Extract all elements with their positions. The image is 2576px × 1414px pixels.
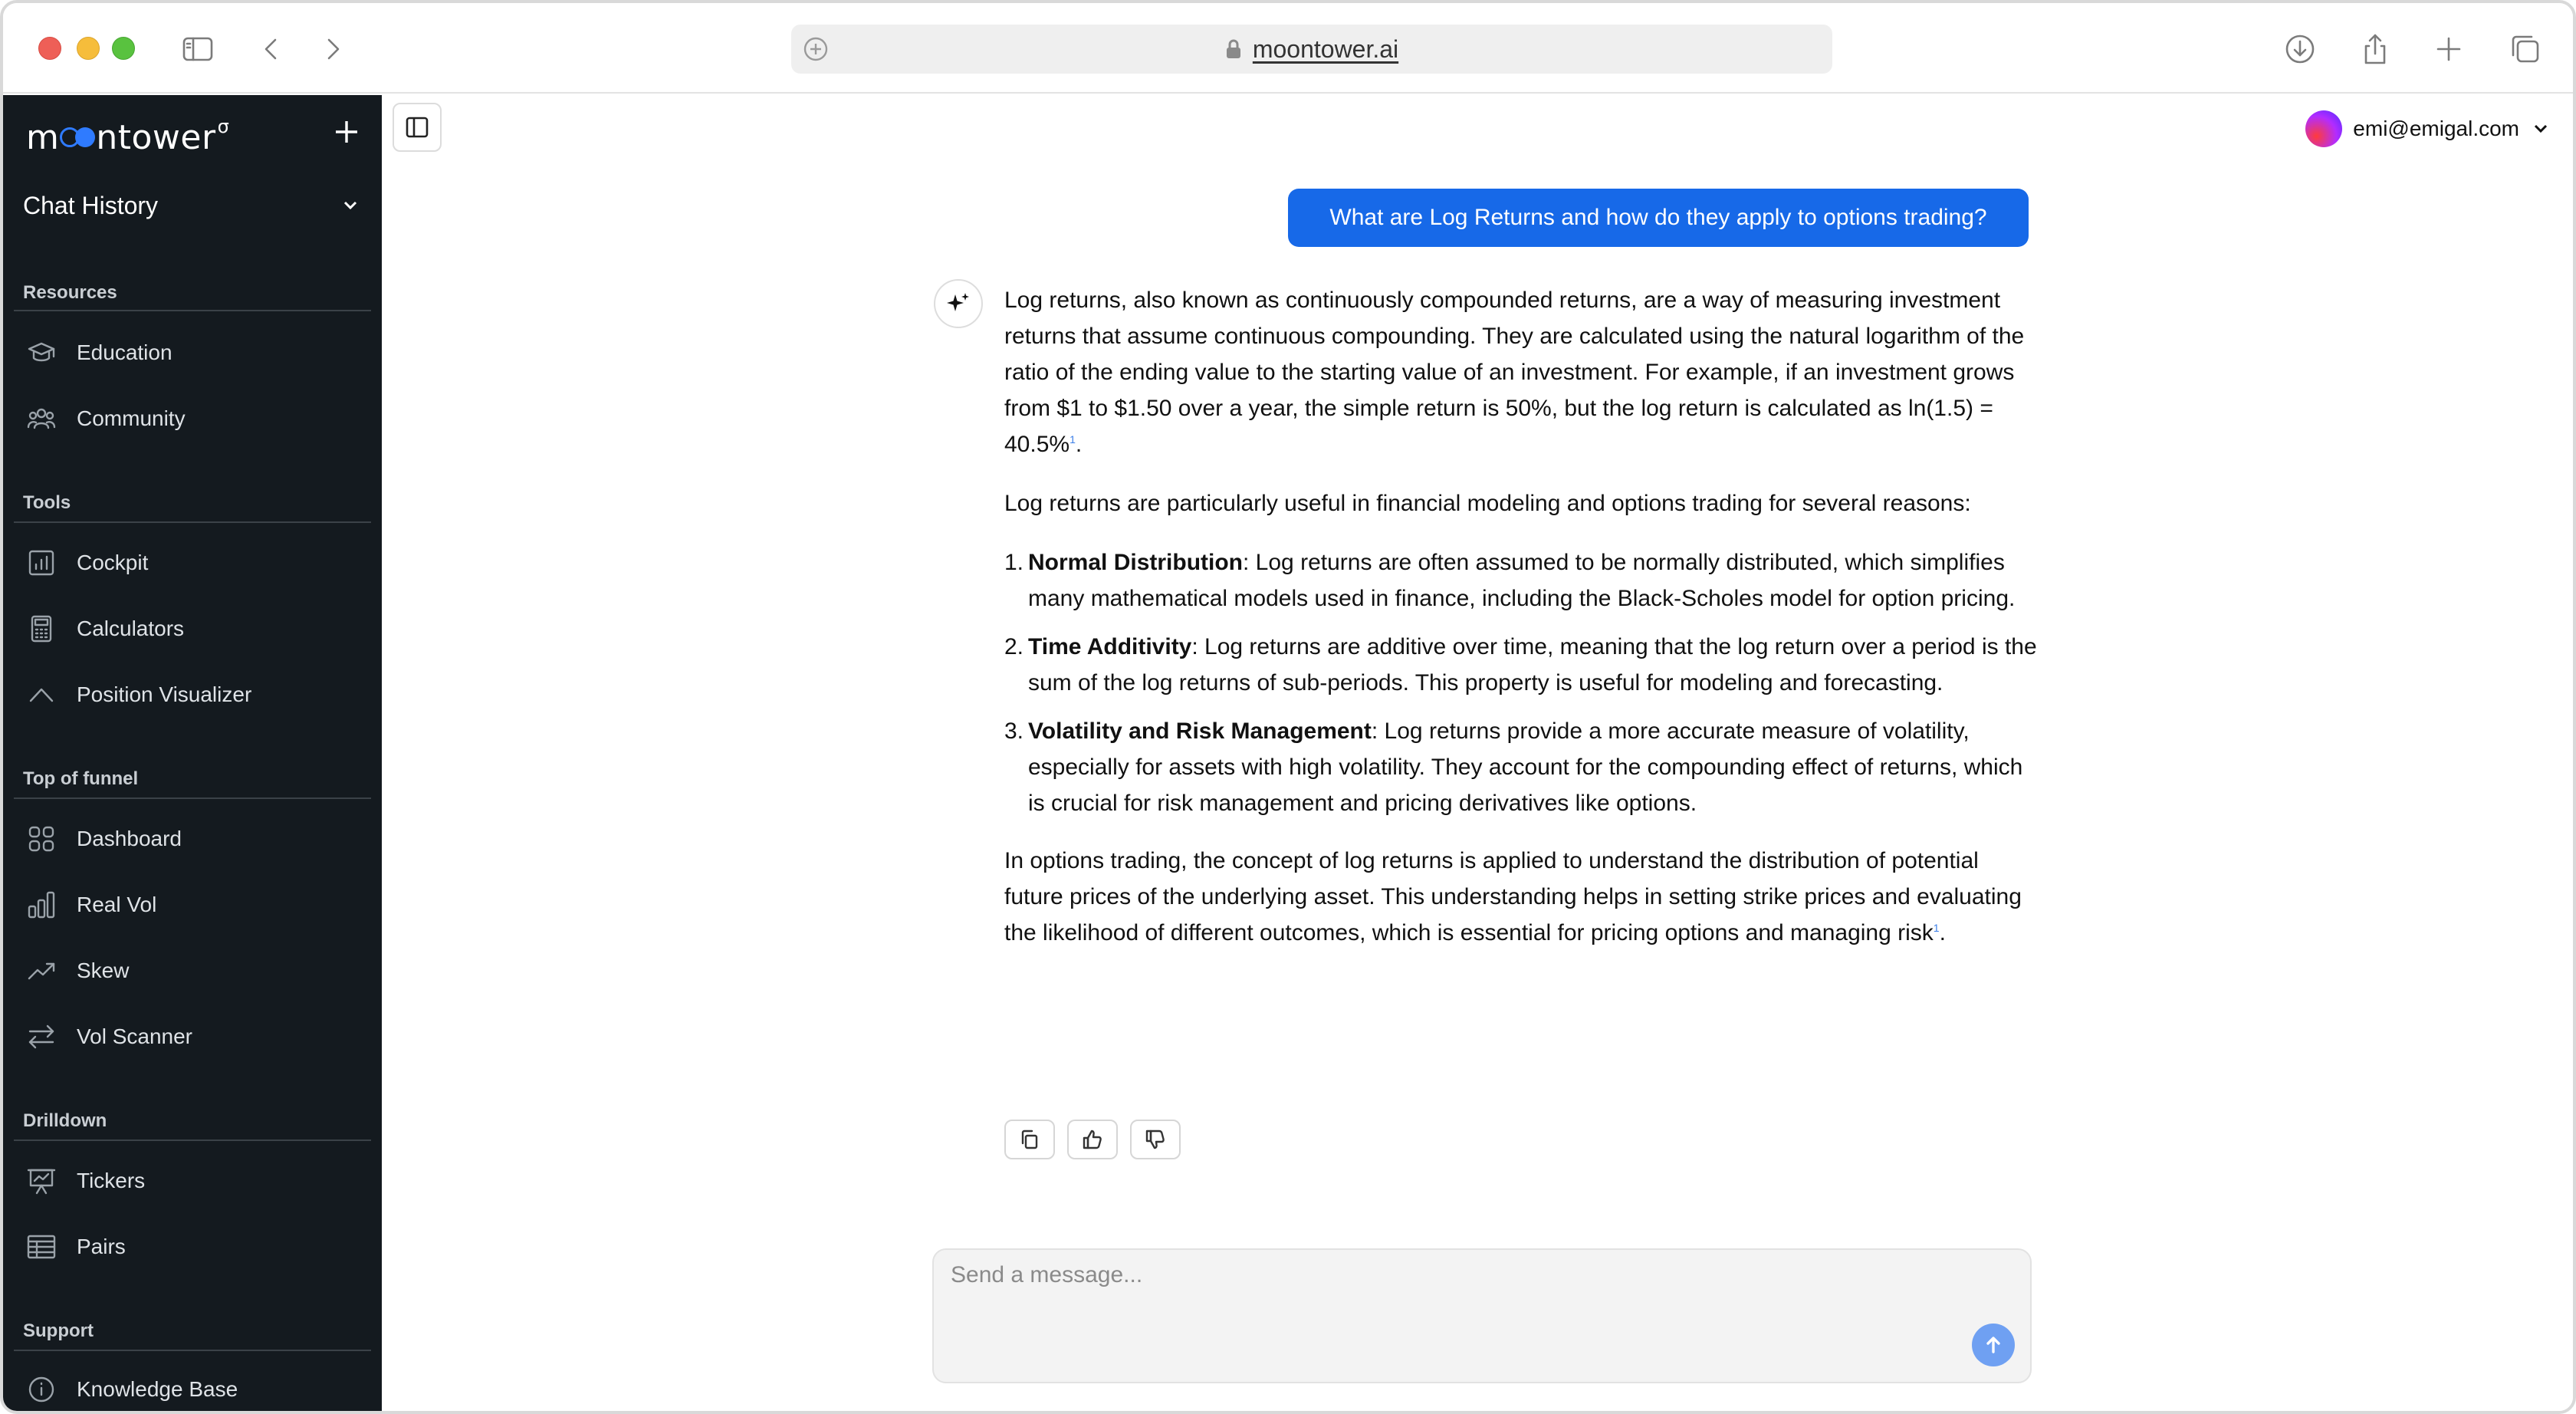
thumbs-up-icon xyxy=(1081,1128,1104,1151)
copy-icon xyxy=(1018,1128,1041,1151)
sidebar-item-cockpit[interactable] xyxy=(14,534,371,592)
thumbs-up-button[interactable] xyxy=(1067,1120,1118,1159)
new-chat-button[interactable] xyxy=(328,113,365,150)
user-message: What are Log Returns and how do they apply to options trading? xyxy=(1288,189,2029,247)
message-actions xyxy=(1004,1120,1181,1159)
divider xyxy=(14,521,371,523)
list-item xyxy=(1004,713,2039,821)
list-number: 1. xyxy=(1004,550,1024,575)
sidebar-item-skew[interactable] xyxy=(14,942,371,1000)
answer-text: In options trading, the concept of log returns is applied to understand the distribution of potential future prices of the underlying asset. This understanding helps in setting strike prices and evaluating the likelihood of different outcomes, which is essential for pricing options and managing risk xyxy=(1004,848,2022,945)
list-item-title: Time Additivity xyxy=(1028,634,1192,659)
zoom-window-button[interactable] xyxy=(112,37,135,60)
info-circle-icon xyxy=(25,1373,58,1406)
divider xyxy=(14,1350,371,1351)
list-item-text: : Log returns provide a more accurate measure of volatility, especially for assets with high volatility. They account for the compounding effect of returns, which is crucial for risk management and pricing derivatives like options. xyxy=(1028,719,2023,816)
citation-link[interactable]: 1 xyxy=(1070,433,1076,446)
people-icon xyxy=(25,402,58,436)
url-text: moontower.ai xyxy=(1252,35,1399,63)
copy-button[interactable] xyxy=(1004,1120,1055,1159)
send-button[interactable] xyxy=(1972,1324,2015,1366)
presentation-board-icon xyxy=(25,1164,58,1198)
list-item-title: Volatility and Risk Management xyxy=(1028,719,1372,744)
sidebar-toggle-icon[interactable] xyxy=(179,31,216,67)
close-window-button[interactable] xyxy=(38,37,61,60)
lock-icon xyxy=(1225,38,1242,60)
minimize-window-button[interactable] xyxy=(77,37,100,60)
sidebar-item-label: Position Visualizer xyxy=(77,682,252,706)
address-bar[interactable] xyxy=(791,25,1832,74)
list-item-title: Normal Distribution xyxy=(1028,550,1244,575)
chat-main xyxy=(382,95,2573,1411)
section-title-top-of-funnel: Top of funnel xyxy=(23,768,139,789)
sidebar xyxy=(3,95,382,1414)
sidebar-item-label: Community xyxy=(77,406,186,430)
share-icon[interactable] xyxy=(2357,31,2394,67)
sidebar-item-label: Vol Scanner xyxy=(77,1024,192,1048)
divider xyxy=(14,1139,371,1141)
list-item-text: : Log returns are often assumed to be normally distributed, which simplifies many mathematical models used in finance, including the Black-Scholes model for option pricing. xyxy=(1028,550,2016,611)
chevron-up-icon xyxy=(25,678,58,712)
graduation-cap-icon xyxy=(25,336,58,370)
chat-history-label: Chat History xyxy=(23,191,159,219)
punctuation: . xyxy=(1939,920,1946,945)
punctuation: . xyxy=(1075,432,1083,457)
sidebar-item-label: Real Vol xyxy=(77,893,157,916)
toggle-sidebar-button[interactable] xyxy=(393,103,442,152)
sidebar-item-position-visualizer[interactable] xyxy=(14,666,371,724)
sidebar-item-label: Skew xyxy=(77,959,130,982)
sidebar-item-label: Education xyxy=(77,340,172,364)
list-number: 2. xyxy=(1004,634,1024,659)
section-title-tools: Tools xyxy=(23,492,71,513)
bar-chart-box-icon xyxy=(25,546,58,580)
sidebar-item-pairs[interactable] xyxy=(14,1218,371,1276)
message-input[interactable] xyxy=(951,1262,1947,1308)
answer-paragraph xyxy=(1004,282,2039,462)
sidebar-item-calculators[interactable] xyxy=(14,600,371,658)
sidebar-item-label: Knowledge Base xyxy=(77,1377,238,1401)
divider xyxy=(14,797,371,799)
sidebar-item-real-vol[interactable] xyxy=(14,876,371,934)
sparkle-icon xyxy=(934,279,983,328)
download-icon[interactable] xyxy=(2282,31,2318,67)
forward-icon[interactable] xyxy=(314,31,351,67)
sidebar-item-tickers[interactable] xyxy=(14,1152,371,1210)
tabs-overview-icon[interactable] xyxy=(2507,31,2544,67)
answer-paragraph xyxy=(1004,843,2039,951)
thumbs-down-button[interactable] xyxy=(1130,1120,1181,1159)
chevron-down-icon xyxy=(340,196,360,215)
sidebar-item-label: Cockpit xyxy=(77,551,149,574)
bars-icon xyxy=(25,888,58,922)
sidebar-item-label: Pairs xyxy=(77,1235,126,1258)
browser-toolbar xyxy=(3,3,2573,94)
back-icon[interactable] xyxy=(253,31,290,67)
section-title-support: Support xyxy=(23,1320,94,1341)
sidebar-item-community[interactable] xyxy=(14,390,371,448)
sidebar-item-label: Dashboard xyxy=(77,827,182,850)
account-menu[interactable] xyxy=(2305,109,2550,149)
sidebar-item-knowledge-base[interactable] xyxy=(14,1360,371,1414)
arrow-up-icon xyxy=(1982,1333,2005,1356)
list-item xyxy=(1004,629,2039,701)
sidebar-item-education[interactable] xyxy=(14,324,371,382)
list-item xyxy=(1004,544,2039,617)
section-title-resources: Resources xyxy=(23,282,117,303)
message-composer xyxy=(932,1248,2032,1383)
brand-logo[interactable]: m ntower $^\sigma$ xyxy=(26,116,230,157)
calculator-icon xyxy=(25,612,58,646)
list-item-text: : Log returns are additive over time, meaning that the log return over a period is the sum of the log returns of sub-periods. This property is useful for modeling and forecasting. xyxy=(1028,634,2037,695)
swap-arrows-icon xyxy=(25,1020,58,1054)
citation-link[interactable]: 1 xyxy=(1933,922,1940,934)
chat-history-toggle[interactable] xyxy=(23,183,360,229)
assistant-message xyxy=(1004,282,2039,974)
divider xyxy=(14,310,371,311)
table-icon xyxy=(25,1230,58,1264)
panel-icon xyxy=(404,114,430,140)
trend-up-icon xyxy=(25,954,58,988)
grid-icon xyxy=(25,822,58,856)
plus-icon xyxy=(334,119,360,145)
answer-text: Log returns, also known as continuously compounded returns, are a way of measuring investment returns that assume continuous compounding. They are calculated using the natural logarithm of the ratio of the ending value to the starting value of an investment. For example, if an investment grows from $1 to $1.50 over a year, the simple return is 50%, but the log return is calculated as ln(1.5) = 40.5% xyxy=(1004,288,2025,457)
sidebar-item-vol-scanner[interactable] xyxy=(14,1008,371,1066)
new-tab-icon[interactable] xyxy=(2430,31,2467,67)
answer-list xyxy=(1004,544,2039,821)
list-number: 3. xyxy=(1004,719,1024,744)
sidebar-item-dashboard[interactable] xyxy=(14,810,371,868)
chevron-down-icon xyxy=(2532,120,2550,138)
avatar xyxy=(2305,110,2342,147)
answer-paragraph: Log returns are particularly useful in financial modeling and options trading for several reasons: xyxy=(1004,491,1971,516)
thumbs-down-icon xyxy=(1144,1128,1167,1151)
section-title-drilldown: Drilldown xyxy=(23,1110,107,1131)
account-email: emi@emigal.com xyxy=(2353,117,2519,140)
sidebar-item-label: Tickers xyxy=(77,1169,146,1192)
sidebar-item-label: Calculators xyxy=(77,617,185,640)
